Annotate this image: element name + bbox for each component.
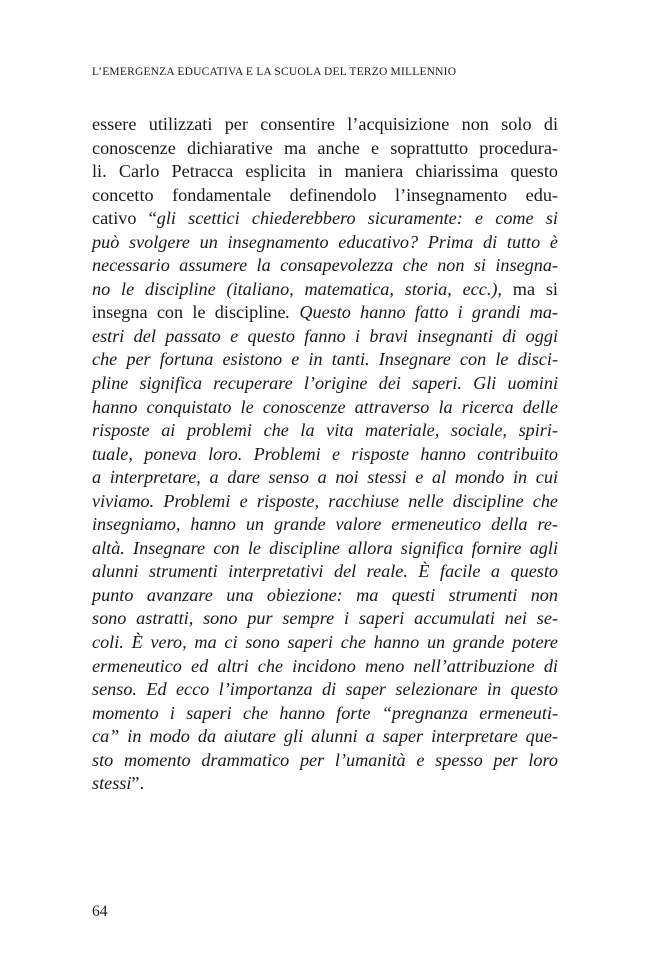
text-segment: conoscenze dichiarative ma anche e soprattutto procedura- [92, 137, 558, 158]
text-line [92, 513, 558, 537]
text-line [92, 560, 558, 584]
text-segment: momento i saperi che hanno forte “pregnanza ermeneuti- [92, 702, 558, 723]
text-line [92, 301, 558, 325]
text-segment: ermeneutico ed altri che incidono meno nell’attribuzione di [92, 655, 558, 676]
text-line [92, 725, 558, 749]
text-line [92, 231, 558, 255]
text-line [92, 113, 558, 137]
text-segment: insegniamo, hanno un grande valore ermeneutico della re- [92, 514, 558, 535]
text-line [92, 466, 558, 490]
text-line [92, 207, 558, 231]
text-line [92, 678, 558, 702]
text-line [92, 772, 558, 796]
text-segment: punto avanzare una obiezione: ma questi strumenti non [92, 584, 558, 605]
text-segment: risposte ai problemi che la vita materiale, sociale, spiri- [92, 420, 558, 441]
text-segment: sto momento drammatico per l’umanità e spesso per loro [92, 749, 558, 770]
text-line [92, 443, 558, 467]
text-line [92, 160, 558, 184]
page-number: 64 [92, 903, 108, 920]
text-segment: ma si [501, 278, 558, 299]
text-segment: ca” in modo da aiutare gli alunni a saper interpretare que- [92, 726, 558, 747]
text-line [92, 655, 558, 679]
text-line [92, 419, 558, 443]
text-segment: estri del passato e questo fanno i bravi insegnanti di oggi [92, 325, 558, 346]
text-segment: li. Carlo Petracca esplicita in maniera chiarissima questo [92, 161, 558, 182]
text-line [92, 254, 558, 278]
text-segment: essere utilizzati per consentire l’acquisizione non solo di [92, 114, 558, 134]
text-line [92, 607, 558, 631]
text-line [92, 584, 558, 608]
text-line [92, 537, 558, 561]
text-segment: a interpretare, a dare senso a noi stessi e al mondo in cui [92, 467, 558, 488]
text-segment: tuale, poneva loro. Problemi e risposte hanno contribuito [92, 443, 558, 464]
text-segment: cativo “ [92, 208, 157, 229]
text-segment: che per fortuna esistono e in tanti. Insegnare con le disci- [92, 349, 558, 370]
text-line [92, 490, 558, 514]
text-segment: senso. Ed ecco l’importanza di saper selezionare in questo [92, 679, 558, 700]
text-segment: necessario assumere la consapevolezza che non si insegna- [92, 255, 558, 276]
text-line [92, 702, 558, 726]
text-segment: hanno conquistato le conoscenze attraverso la ricerca delle [92, 396, 558, 417]
text-line [92, 137, 558, 161]
text-segment: può svolgere un insegnamento educativo? Prima di tutto è [92, 231, 558, 252]
text-segment: gli scettici chiederebbero sicuramente: e come si [156, 208, 558, 229]
text-line [92, 631, 558, 655]
text-segment: . Questo hanno fatto i grandi ma- [285, 302, 558, 323]
text-segment: ”. [131, 773, 145, 794]
text-segment: viviamo. Problemi e risposte, racchiuse nelle discipline che [92, 490, 558, 511]
running-head: L’EMERGENZA EDUCATIVA E LA SCUOLA DEL TERZO MILLENNIO [92, 66, 457, 78]
text-segment: stessi [92, 773, 132, 794]
text-line [92, 396, 558, 420]
text-line [92, 325, 558, 349]
text-segment: coli. È vero, ma ci sono saperi che hanno un grande potere [92, 632, 558, 653]
text-segment: concetto fondamentale definendolo l’insegnamento edu- [92, 184, 558, 205]
text-segment: alunni strumenti interpretativi del reale. È facile a questo [92, 561, 558, 582]
text-line [92, 749, 558, 773]
text-segment: pline significa recuperare l’origine dei saperi. Gli uomini [92, 373, 558, 394]
text-segment: no le discipline (italiano, matematica, storia, ecc.), [92, 278, 502, 299]
text-line [92, 348, 558, 372]
text-line [92, 184, 558, 208]
text-line [92, 278, 558, 302]
text-segment: sono astratti, sono pur sempre i saperi accumulati nei se- [92, 608, 558, 629]
text-line [92, 372, 558, 396]
text-segment: insegna con le discipline [92, 302, 286, 323]
text-segment: altà. Insegnare con le discipline allora significa fornire agli [92, 537, 558, 558]
body-text [92, 113, 558, 796]
